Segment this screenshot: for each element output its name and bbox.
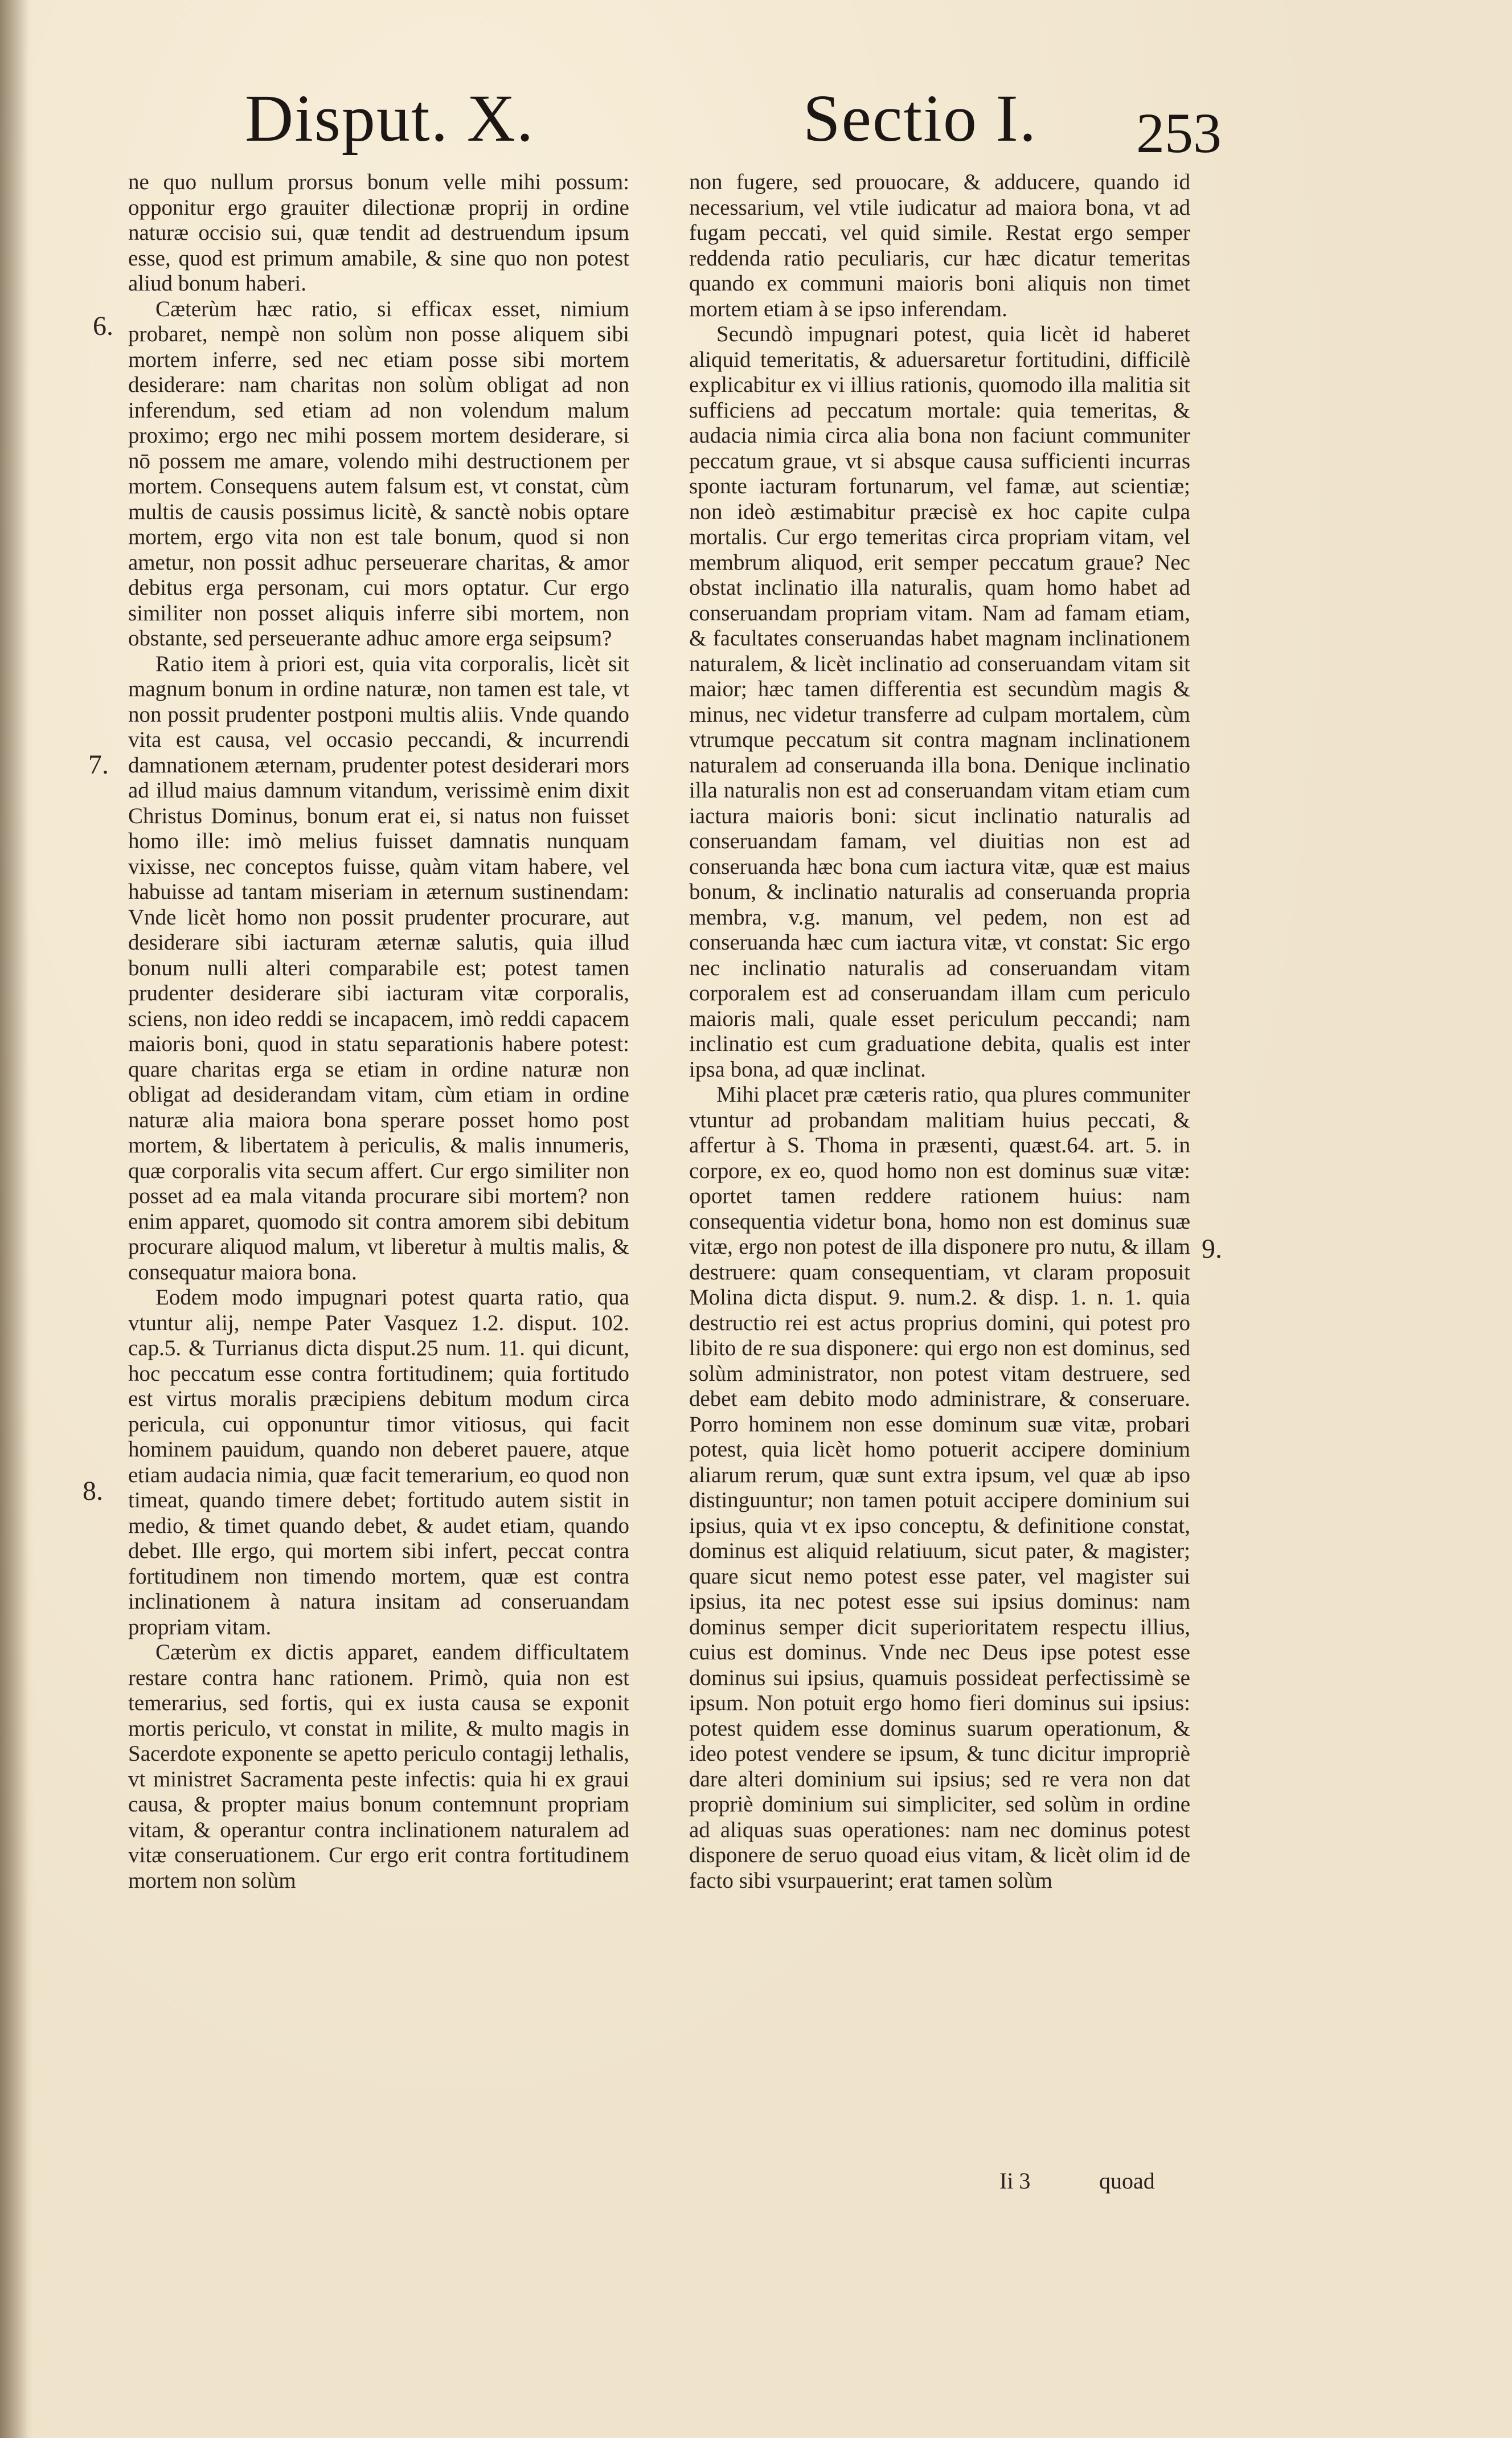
running-head-right: Sectio I. — [803, 81, 1038, 156]
right-paragraph-3: Mihi placet præ cæteris ratio, qua plures communiter vtuntur ad probandam malitiam huius peccati, & affertur à S. Thoma in præsenti, quæst.64. art. 5. in corpore, ex eo, quod homo non est dominus suæ vitæ: oportet tamen reddere rationem huius: nam consequentia videtur bona, homo non est dominus suæ vitæ, ergo non potest de illa disponere pro nutu, & illam destruere: quam consequentiam, vt claram proposuit Molina dicta disput. 9. num.2. & disp. 1. n. 1. quia destructio rei est actus proprius domini, qui potest pro libito de re sua disponere: qui ergo non est dominus, sed solùm administrator, non potest vitam destruere, sed debet eam debito modo administrare, & conseruare. Porro hominem non esse dominum suæ vitæ, probari potest, quia licèt homo potuerit accipere dominium aliarum rerum, quæ sunt extra ipsum, vel quæ ab ipso distinguuntur; non tamen potuit accipere dominium sui ipsius, quia vt ex ipso conceptu, & definitione constat, dominus est aliquid relatiuum, sicut pater, & magister; quare sicut nemo potest esse pater, vel magister sui ipsius, ita nec potest esse sui ipsius dominus: nam dominus semper dicit superioritatem respectu illius, cuius est dominus. Vnde nec Deus ipse potest esse dominus sui ipsius, quamuis possideat perfectissimè se ipsum. Non potuit ergo homo fieri dominus sui ipsius: potest quidem esse dominus suarum operationum, & ideo potest vendere se ipsum, & tunc dicitur impropriè dare alteri dominium sui ipsius; sed re vera non dat propriè dominium sui simpliciter, sed solùm in ordine ad aliquas suas operationes: nam nec dominus potest disponere de seruo quoad eius vitam, & licèt olim id de facto sibi vsurpauerint; erat tamen solùm — [689, 1082, 1190, 1893]
signature-mark: Ii 3 — [999, 2168, 1031, 2194]
right-column — [689, 170, 1190, 1893]
left-paragraph-2: Cæterùm hæc ratio, si efficax esset, nimium probaret, nempè non solùm non posse aliquem sibi mortem inferre, sed nec etiam posse sibi mortem desiderare: nam charitas non solùm obligat ad non inferendum, sed etiam ad non volendum malum proximo; ergo nec mihi possem mortem desiderare, si nō possem me amare, volendo mihi destructionem per mortem. Consequens autem falsum est, vt constat, cùm multis de causis possimus licitè, & sanctè nobis optare mortem, ergo vita non est tale bonum, quod si non ametur, non possit adhuc perseuerare charitas, & amor debitus erga personam, cui mors optatur. Cur ergo similiter non posset aliquis inferre sibi mortem, non obstante, sed perseuerante adhuc amore erga seipsum? — [128, 296, 629, 651]
left-paragraph-4: Eodem modo impugnari potest quarta ratio, qua vtuntur alij, nempe Pater Vasquez 1.2. disput. 102. cap.5. & Turrianus dicta disput.25 num. 11. qui dicunt, hoc peccatum esse contra fortitudinem; quia fortitudo est virtus moralis præcipiens debitum modum circa pericula, cui opponuntur timor vitiosus, qui facit hominem pauidum, quando non deberet pauere, atque etiam audacia nimia, quæ facit temerarium, eo quod non timeat, quando timere debet; fortitudo autem sistit in medio, & timet quando debet, & audet etiam, quando debet. Ille ergo, qui mortem sibi infert, peccat contra fortitudinem non timendo mortem, quæ est contra inclinationem à natura insitam ad conseruandam propriam vitam. — [128, 1285, 629, 1639]
right-paragraph-2: Secundò impugnari potest, quia licèt id haberet aliquid temeritatis, & aduersaretur fortitudini, difficilè explicabitur ex vi illius rationis, quomodo illa malitia sit sufficiens ad peccatum mortale: quia temeritas, & audacia nimia circa alia bona non faciunt communiter peccatum graue, vt si absque causa sufficienti incurras sponte iacturam fortunarum, vel famæ, aut scientiæ; non ideò æstimabitur præcisè ex hoc capite culpa mortalis. Cur ergo temeritas circa propriam vitam, vel membrum aliquod, erit semper peccatum graue? Nec obstat inclinatio illa naturalis, quam homo habet ad conseruandam propriam vitam. Nam ad famam etiam, & facultates conseruandas habet magnam inclinationem naturalem, & licèt inclinatio ad conseruandam vitam sit maior; hæc tamen differentia est secundùm magis & minus, nec videtur transferre ad culpam mortalem, cùm vtrumque peccatum sit contra magnam inclinationem naturalem ad conseruanda illa bona. Denique inclinatio illa naturalis non est ad conseruandam vitam etiam cum iactura maioris boni: sicut inclinatio naturalis ad conseruandam famam, vel diuitias non est ad conseruanda hæc bona cum iactura vitæ, quæ est maius bonum, & inclinatio naturalis ad conseruanda propria membra, v.g. manum, vel pedem, non est ad conseruanda hæc cum iactura vitæ, vt constat: Sic ergo nec inclinatio naturalis ad conseruandam vitam corporalem est ad conseruandam illam cum periculo maioris mali, quale esset periculum peccandi; nam inclinatio est cum graduatione debita, qualis est inter ipsa bona, ad quæ inclinat. — [689, 322, 1190, 1082]
section-number-6: 6. — [93, 311, 113, 341]
left-column — [128, 170, 629, 1893]
left-paragraph-1: ne quo nullum prorsus bonum velle mihi possum: opponitur ergo grauiter dilectionæ proprij in ordine naturæ occisio sui, quæ tendit ad destruendum ipsum esse, quod est primum amabile, & sine quo non potest aliud bonum haberi. — [128, 170, 629, 296]
catchword: quoad — [1099, 2168, 1155, 2194]
page-number: 253 — [1136, 101, 1222, 165]
section-number-8: 8. — [83, 1476, 103, 1506]
running-head-left: Disput. X. — [245, 81, 535, 156]
right-paragraph-1: non fugere, sed prouocare, & adducere, quando id necessarium, vel vtile iudicatur ad maiora bona, vt ad fugam peccati, vel quid simile. Restat ergo semper reddenda ratio peculiaris, cur hæc dicatur temeritas quando ex communi maioris boni aliquis non timet mortem etiam à se ipso inferendam. — [689, 170, 1190, 321]
page-header — [0, 80, 1512, 171]
left-paragraph-5: Cæterùm ex dictis apparet, eandem difficultatem restare contra hanc rationem. Primò, quia non est temerarius, sed fortis, qui ex iusta causa se exponit mortis periculo, vt constat in milite, & multo magis in Sacerdote exponente se apetto periculo contagij lethalis, vt ministret Sacramenta peste infectis: quia hi ex graui causa, & propter maius bonum contemnunt propriam vitam, & operantur contra inclinationem naturalem ad vitæ conseruationem. Cur ergo erit contra fortitudinem mortem non solùm — [128, 1640, 629, 1893]
section-number-7: 7. — [88, 750, 109, 780]
left-paragraph-3: Ratio item à priori est, quia vita corporalis, licèt sit magnum bonum in ordine naturæ, non tamen est tale, vt non possit prudenter postponi multis aliis. Vnde quando vita est causa, vel occasio peccandi, & incurrendi damnationem æternam, prudenter potest desiderari mors ad illud maius damnum vitandum, verissimè enim dixit Christus Dominus, bonum erat ei, si natus non fuisset homo ille: imò melius fuisset damnatis nunquam vixisse, nec conceptos fuisse, quàm vitam habere, vel habuisse ad tantam miseriam in æternum sustinendam: Vnde licèt homo non possit prudenter procurare, aut desiderare sibi iacturam æternæ salutis, quia illud bonum nulli alteri comparabile est; potest tamen prudenter desiderare sibi iacturam vitæ corporalis, sciens, non ideo reddi se incapacem, imò reddi capacem maioris boni, quod in statu separationis habere potest: quare charitas erga se etiam in ordine naturæ non obligat ad desiderandam vitam, cùm etiam in ordine naturæ alia maiora bona sperare posset homo post mortem, & libertatem à periculis, & malis innumeris, quæ corporalis vita secum affert. Cur ergo similiter non posset ad ea mala vitanda procurare sibi mortem? non enim apparet, quomodo sit contra amorem sibi debitum procurare aliquod malum, vt liberetur à multis malis, & consequatur maiora bona. — [128, 651, 629, 1285]
spine-shadow — [0, 0, 28, 2438]
section-number-9: 9. — [1202, 1234, 1222, 1264]
